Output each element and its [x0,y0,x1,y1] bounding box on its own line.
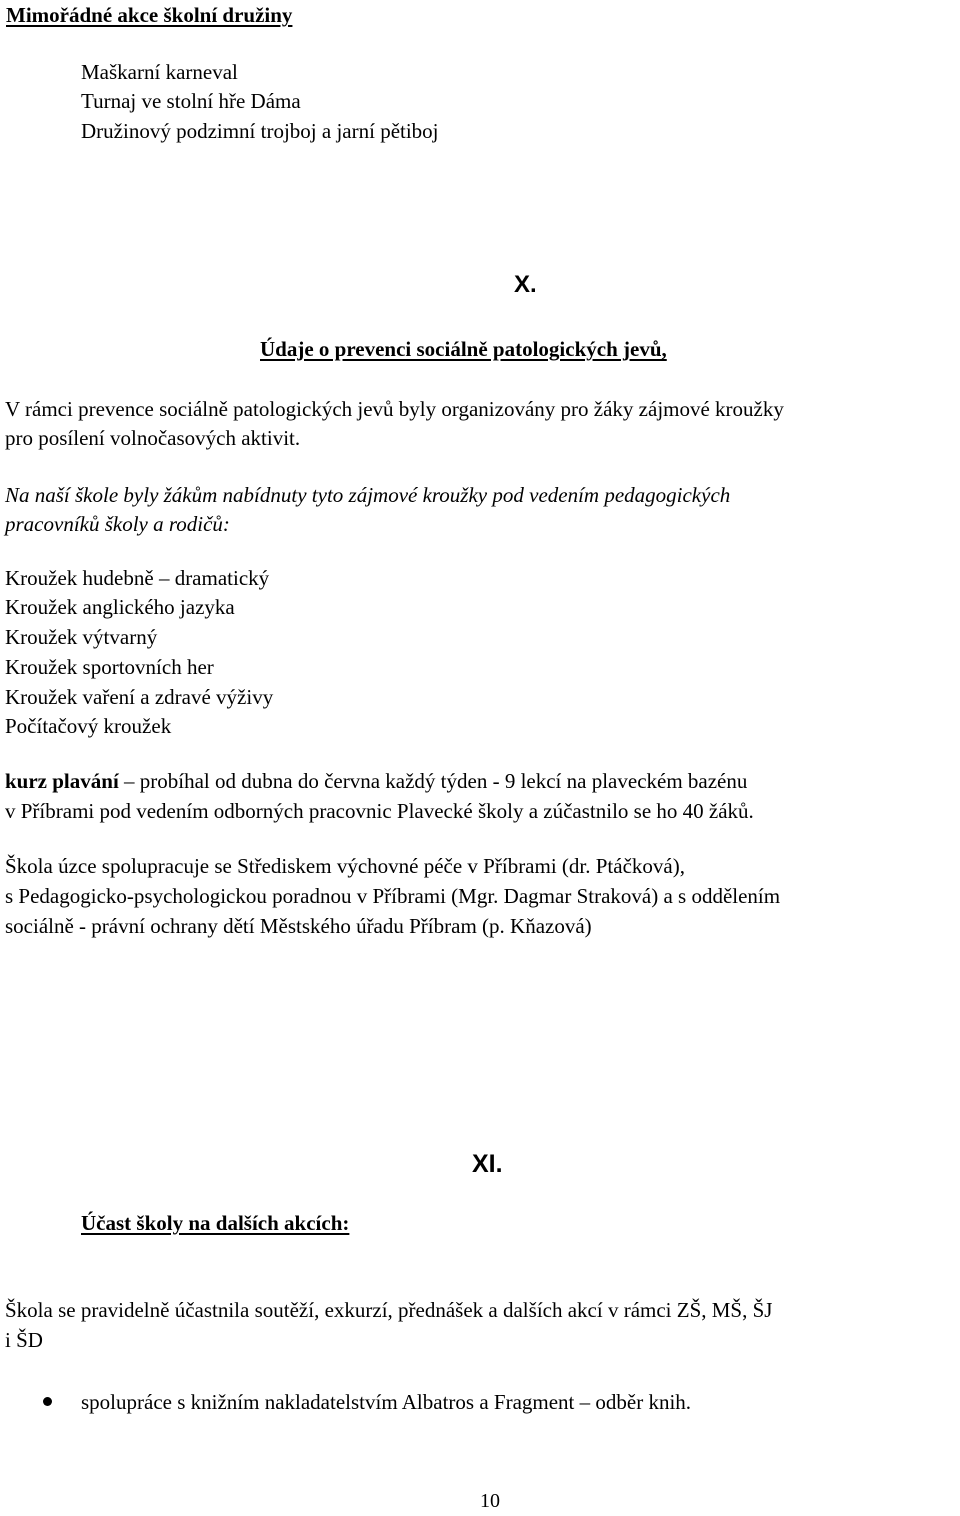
paragraph-line [5,766,747,796]
paragraph-line: pro posílení volnočasových aktivit. [5,426,301,450]
swimming-text: – probíhal od dubna do června každý týden - 9 lekcí na plaveckém bazénu [118,769,748,793]
paragraph-line: Škola úzce spolupracuje se Střediskem výchovné péče v Příbrami (dr. Ptáčková), [5,854,685,878]
list-item: Kroužek sportovních her [5,655,214,679]
page-number: 10 [480,1490,500,1512]
list-item: Družinový podzimní trojboj a jarní pětiboj [81,119,439,143]
section-number-x: X. [514,271,537,298]
section-number-xi: XI. [472,1150,503,1178]
swimming-label: kurz plavání [5,769,119,793]
bullet-icon [43,1397,52,1406]
paragraph-line: v Příbrami pod vedením odborných pracovnic Plavecké školy a zúčastnilo se ho 40 žáků. [5,799,754,823]
paragraph-line: s Pedagogicko-psychologickou poradnou v Příbrami (Mgr. Dagmar Straková) a s oddělením [5,884,781,908]
list-item: Kroužek výtvarný [5,625,158,649]
list-item: Kroužek hudebně – dramatický [5,566,270,590]
list-item: Počítačový kroužek [5,714,172,738]
list-item: spolupráce s knižním nakladatelstvím Albatros a Fragment – odběr knih. [81,1390,692,1414]
paragraph-line: V rámci prevence sociálně patologických jevů byly organizovány pro žáky zájmové kroužky [5,397,784,421]
paragraph-line: i ŠD [5,1328,43,1352]
paragraph-line: pracovníků školy a rodičů: [5,512,230,536]
paragraph-line: sociálně - právní ochrany dětí Městského úřadu Příbram (p. Kňazová) [5,914,592,938]
list-item: Maškarní karneval [81,60,238,84]
list-item: Kroužek vaření a zdravé výživy [5,685,274,709]
list-item: Kroužek anglického jazyka [5,595,235,619]
section-heading-activities: Mimořádné akce školní družiny [6,3,293,27]
section-heading-prevention: Údaje o prevenci sociálně patologických jevů, [260,337,667,361]
paragraph-line: Na naší škole byly žákům nabídnuty tyto zájmové kroužky pod vedením pedagogických [5,483,731,507]
paragraph-line: Škola se pravidelně účastnila soutěží, exkurzí, přednášek a dalších akcí v rámci ZŠ, MŠ, ŠJ [5,1298,773,1322]
section-heading-events: Účast školy na dalších akcích: [81,1211,350,1235]
list-item: Turnaj ve stolní hře Dáma [81,89,301,113]
